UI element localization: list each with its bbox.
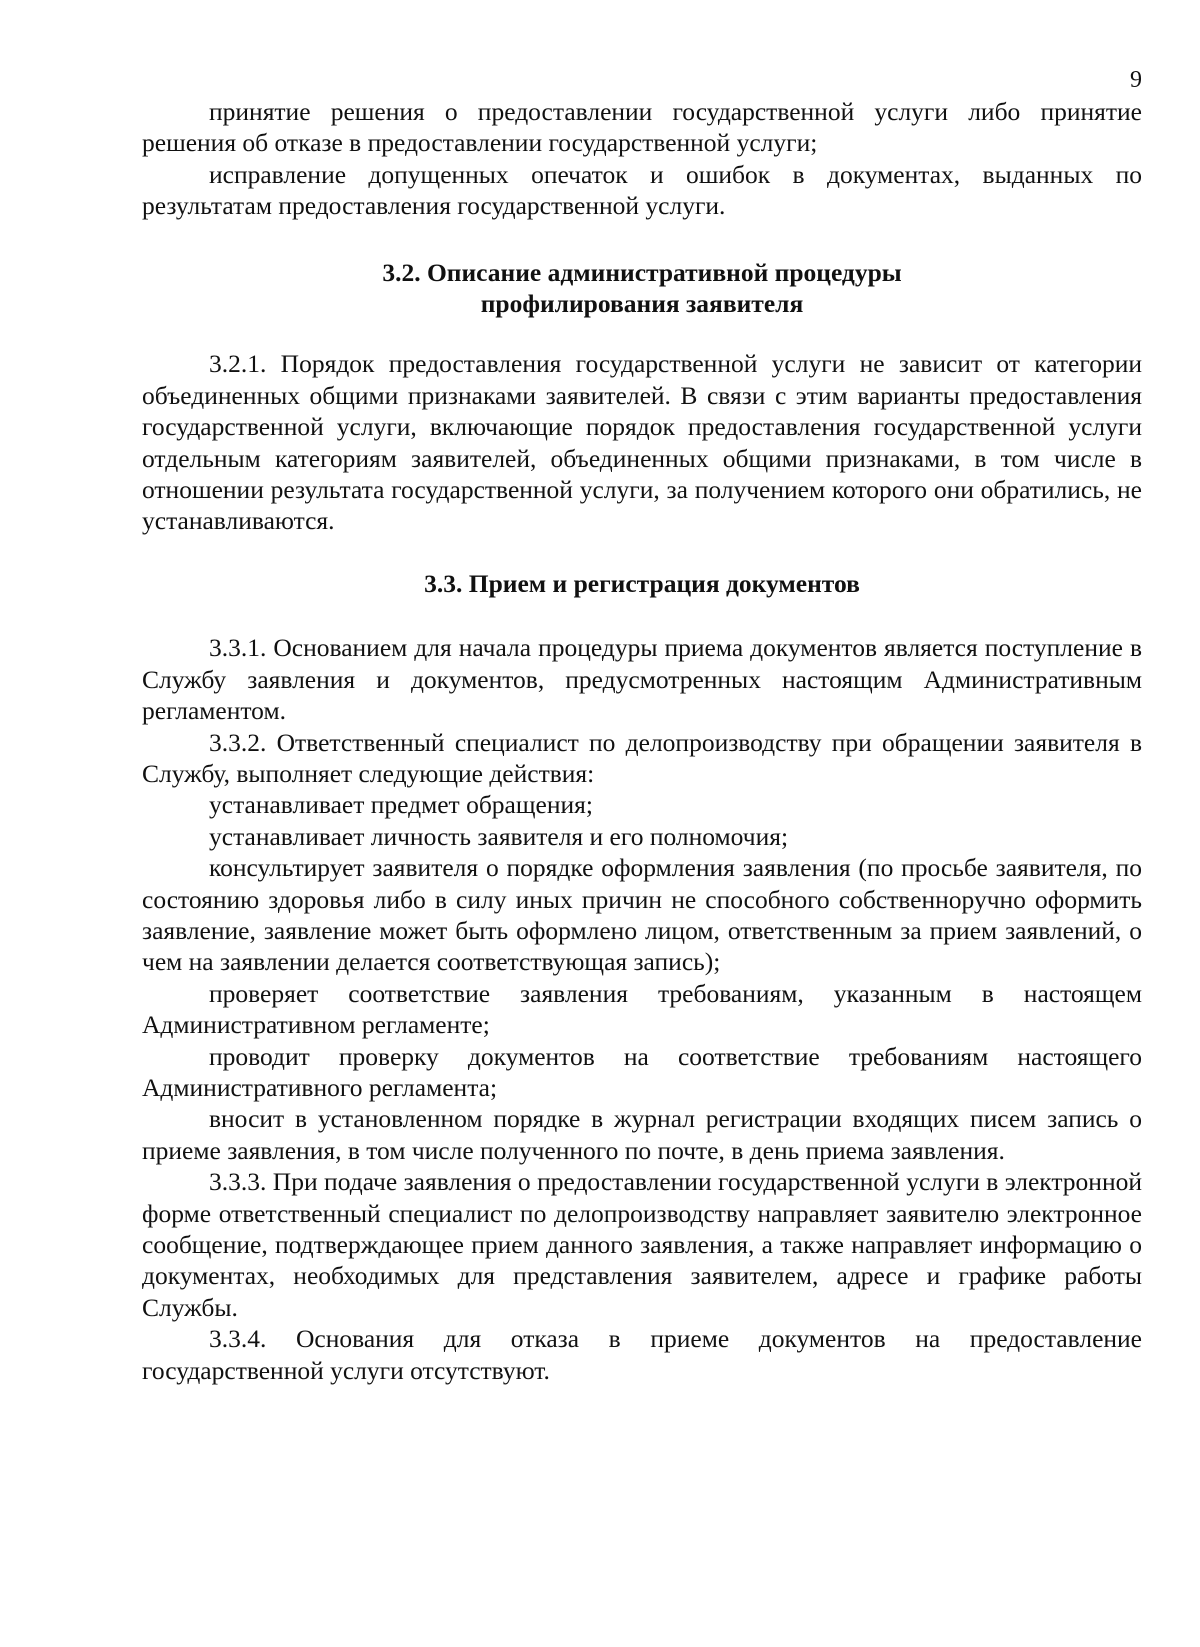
section-heading-line: 3.2. Описание административной процедуры (382, 257, 902, 287)
list-item: устанавливает личность заявителя и его полномочия; (209, 821, 789, 851)
section-heading-line: профилирования заявителя (480, 289, 804, 319)
section-3-3 (142, 568, 1142, 1386)
spacer (142, 319, 1142, 348)
section-heading (142, 568, 1142, 599)
intro-paragraph: принятие решения о предоставлении государственной услуги либо принятие решения об отказе в предоставлении государственной услуги; (142, 97, 1142, 158)
page-number: 9 (1130, 67, 1142, 93)
body-paragraph: 3.3.2. Ответственный специалист по делопроизводству при обращении заявителя в Службу, выполняет следующие действия: (142, 727, 1142, 788)
section-heading (142, 257, 1142, 320)
list-item: проводит проверку документов на соответствие требованиям настоящего Административного регламента; (142, 1041, 1142, 1102)
section-3-2 (142, 257, 1142, 537)
spacer (142, 599, 1142, 632)
intro-block (142, 96, 1142, 222)
intro-paragraph: исправление допущенных опечаток и ошибок в документах, выданных по результатам предоставления государственной услуги. (142, 159, 1142, 221)
list-item: проверяет соответствие заявления требованиям, указанным в настоящем Административном регламенте; (142, 978, 1142, 1040)
body-paragraph: 3.3.1. Основанием для начала процедуры приема документов является поступление в Службу заявления и документов, предусмотренных настоящим Административным регламентом. (142, 633, 1142, 726)
list-item: вносит в установленном порядке в журнал регистрации входящих писем запись о приеме заявления, в том числе полученного по почте, в день приема заявления. (142, 1104, 1142, 1165)
spacer (142, 222, 1142, 257)
list-item: консультирует заявителя о порядке оформления заявления (по просьбе заявителя, по состоянию здоровья либо в силу иных причин не способного собственноручно оформить заявление, заявление может быть оформлено лицом, ответственным за прием заявлений, о чем на заявлении делается соответствующая запись); (142, 853, 1142, 977)
list-item: устанавливает предмет обращения; (209, 790, 593, 820)
body-paragraph: 3.2.1. Порядок предоставления государственной услуги не зависит от категории объединенных общими признаками заявителей. В связи с этим варианты предоставления государственной услуги, включающие порядок предоставления государственной услуги отдельным категориям заявителей, объединенных общими признаками, в том числе в отношении результата государственной услуги, за получением которого они обратились, не устанавливаются. (142, 349, 1142, 536)
body-paragraph: 3.3.4. Основания для отказа в приеме документов на предоставление государственной услуги отсутствуют. (142, 1324, 1142, 1385)
spacer (142, 537, 1142, 568)
body-paragraph: 3.3.3. При подаче заявления о предоставлении государственной услуги в электронной форме ответственный специалист по делопроизводству направляет заявителю электронное сообщение, подтверждающее прием данного заявления, а также направляет информацию о документах, необходимых для представления заявителем, адресе и графике работы Службы. (142, 1167, 1142, 1322)
section-heading-line: 3.3. Прием и регистрация документов (424, 568, 860, 598)
